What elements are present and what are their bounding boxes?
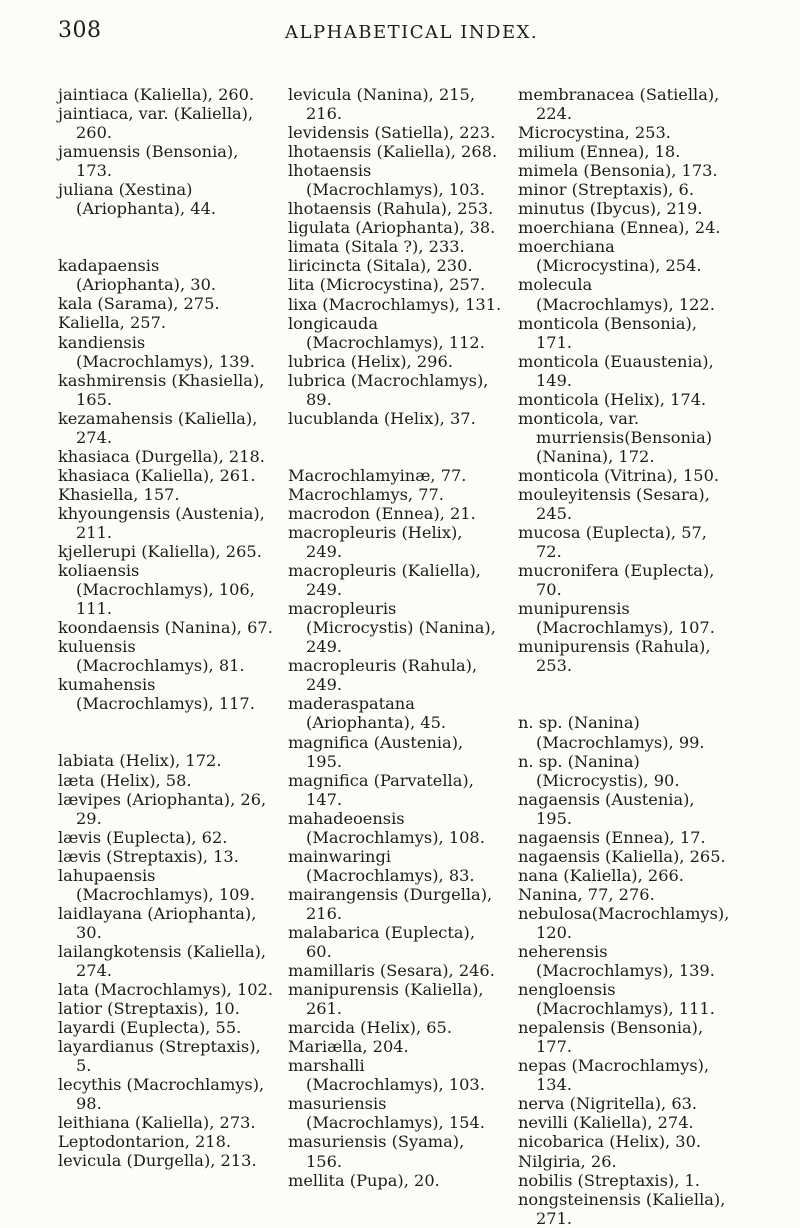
index-entry: koliaensis (Macrochlamys), 106, 111. [58,561,255,619]
index-entry: maderaspatana (Ariophanta), 45. [288,694,447,733]
index-entry: milium (Ennea), 18. [518,142,681,162]
index-entry: koondaensis (Nanina), 67. [58,618,273,638]
index-entry: mucronifera (Euplecta), 70. [518,561,715,600]
index-entry: moerchiana (Microcystina), 254. [518,237,702,276]
index-entry: Macrochlamyinæ, 77. [288,465,467,485]
index-entry: layardianus (Streptaxis), 5. [58,1037,261,1076]
index-entry: Kaliella, 257. [58,313,167,333]
index-entry: Macrochlamys, 77. [288,484,444,504]
index-entry: liricincta (Sitala), 230. [288,256,473,276]
index-entry: macropleuris (Rahula), 249. [288,656,478,695]
index-entry: monticola, var. murriensis(Bensonia)(Nanina), 172. [518,408,713,466]
index-entry: limata (Sitala ?), 233. [288,237,465,257]
index-entry: macrodon (Ennea), 21. [288,503,476,523]
index-entry: Leptodontarion, 218. [58,1132,232,1152]
index-entry: nagaensis (Kaliella), 265. [518,846,726,866]
index-entry: macropleuris (Helix), 249. [288,522,463,562]
index-entry: molecula (Macrochlamys), 122. [518,275,715,314]
index-entry: khasiaca (Durgella), 218. [58,446,265,466]
index-entry: nicobarica (Helix), 30. [518,1132,702,1152]
index-entry: kjellerupi (Kaliella), 265. [58,542,262,562]
page-number: 308 [58,18,102,43]
index-entry: nagaensis (Austenia), 195. [518,789,695,828]
index-entry: laidlayana (Ariophanta), 30. [58,903,257,942]
index-entry: latior (Streptaxis), 10. [58,999,240,1019]
index-entry: læta (Helix), 58. [58,770,192,790]
index-entry: mahadeoensis (Macrochlamys), 108. [288,808,485,847]
index-entry: nevilli (Kaliella), 274. [518,1113,694,1133]
index-entry: jaintiaca (Kaliella), 260. [58,85,255,104]
index-entry: kala (Sarama), 275. [58,294,220,314]
index-entry: n. sp. (Nanina) (Microcystis), 90. [518,751,680,790]
index-entry: lixa (Macrochlamys), 131. [288,294,502,314]
index-entry: Microcystina, 253. [518,123,671,143]
index-entry: malabarica (Euplecta), 60. [288,922,475,962]
index-entry: munipurensis (Macrochlamys), 107. [518,599,715,638]
index-entry: lhotaensis (Macrochlamys), 103. [288,161,485,200]
index-entry: Nilgiria, 26. [518,1151,617,1171]
section-gap [58,218,273,256]
index-entry: macropleuris (Microcystis) (Nanina), 249. [288,599,496,657]
index-entry: membranacea (Satiella), 224. [518,85,720,124]
index-entry: marcida (Helix), 65. [288,1018,452,1038]
index-entry: masuriensis (Macrochlamys), 154. [288,1094,485,1133]
index-entry: mucosa (Euplecta), 57, 72. [518,523,707,562]
index-entry: mairangensis (Durgella), 216. [288,884,493,923]
index-entry: lubrica (Helix), 296. [288,351,453,371]
index-entry: kashmirensis (Khasiella), 165. [58,370,265,409]
index-entry: Mariælla, 204. [288,1037,409,1057]
index-entry: mouleyitensis (Sesara), 245. [518,484,710,524]
index-entry: lævis (Streptaxis), 13. [58,846,239,866]
index-entry: khasiaca (Kaliella), 261. [58,465,256,485]
index-entry: layardi (Euplecta), 55. [58,1018,242,1038]
index-entry: labiata (Helix), 172. [58,751,222,771]
index-entry: nebulosa(Macrochlamys), 120. [518,903,730,942]
index-entry: kuluensis (Macrochlamys), 81. [58,637,245,676]
index-entry: lhotaensis (Rahula), 253. [288,199,494,219]
index-entry: magnifica (Parvatella), 147. [288,770,474,809]
index-entry: levidensis (Satiella), 223. [288,123,496,143]
index-entry: monticola (Vitrina), 150. [518,465,720,485]
index-entry: nerva (Nigritella), 63. [518,1094,698,1114]
index-entry: lucublanda (Helix), 37. [288,408,476,428]
index-entry: lubrica (Macrochlamys), 89. [288,370,489,409]
index-entry: minutus (Ibycus), 219. [518,199,703,219]
index-entry: nobilis (Streptaxis), 1. [518,1170,700,1190]
index-entry: lahupaensis (Macrochlamys), 109. [58,865,255,904]
index-column-3 [518,85,733,1228]
section-gap [58,713,273,751]
index-entry: mamillaris (Sesara), 246. [288,961,495,981]
index-entry: longicauda (Macrochlamys), 112. [288,313,485,352]
index-entry: lævipes (Ariophanta), 26, 29. [58,789,267,828]
index-entry: nepalensis (Bensonia), 177. [518,1018,704,1057]
index-entry: kadapaensis (Ariophanta), 30. [58,256,217,295]
index-entry: nengloensis (Macrochlamys), 111. [518,980,715,1019]
index-entry: juliana (Xestina) (Ariophanta), 44. [58,180,217,219]
index-entry: kezamahensis (Kaliella), 274. [58,408,258,447]
index-entry: macropleuris (Kaliella), 249. [288,561,481,600]
index-entry: masuriensis (Syama), 156. [288,1132,465,1171]
index-entry: munipurensis (Rahula), 253. [518,637,711,676]
index-entry: lata (Macrochlamys), 102. [58,980,273,1000]
index-entry: neherensis (Macrochlamys), 139. [518,942,715,981]
running-head: ALPHABETICAL INDEX. [285,22,539,43]
index-entry: nagaensis (Ennea), 17. [518,827,706,847]
index-entry: manipurensis (Kaliella), 261. [288,980,484,1019]
index-entry: n. sp. (Nanina) (Macrochlamys), 99. [518,713,705,752]
index-column-1 [58,85,273,1170]
index-entry: jamuensis (Bensonia), 173. [58,142,239,181]
index-entry: ligulata (Ariophanta), 38. [288,218,496,238]
index-entry: kandiensis (Macrochlamys), 139. [58,332,255,371]
index-entry: monticola (Euaustenia), 149. [518,351,714,390]
index-entry: lecythis (Macrochlamys), 98. [58,1075,265,1114]
index-entry: levicula (Durgella), 213. [58,1151,257,1171]
index-entry: jaintiaca, var. (Kaliella), 260. [58,104,254,143]
index-entry: moerchiana (Ennea), 24. [518,218,721,238]
index-entry: Khasiella, 157. [58,484,180,504]
index-entry: lita (Microcystina), 257. [288,275,486,295]
index-entry: levicula (Nanina), 215, 216. [288,85,476,124]
index-entry: leithiana (Kaliella), 273. [58,1113,256,1133]
index-entry: khyoungensis (Austenia), 211. [58,503,265,542]
index-entry: mainwaringi (Macrochlamys), 83. [288,846,475,885]
index-entry: nepas (Macrochlamys), 134. [518,1056,710,1095]
section-gap [288,428,503,466]
index-entry: Nanina, 77, 276. [518,884,655,904]
index-entry: lævis (Euplecta), 62. [58,827,228,847]
index-entry: monticola (Bensonia), 171. [518,313,697,352]
index-entry: lailangkotensis (Kaliella), 274. [58,941,267,980]
index-entry: mimela (Bensonia), 173. [518,161,718,181]
index-entry: mellita (Pupa), 20. [288,1170,440,1190]
index-entry: nana (Kaliella), 266. [518,865,684,885]
index-entry: monticola (Helix), 174. [518,389,707,409]
index-entry: marshalli (Macrochlamys), 103. [288,1056,485,1095]
index-entry: nongsteinensis (Kaliella), 271. [518,1189,726,1228]
index-entry: kumahensis (Macrochlamys), 117. [58,675,255,714]
section-gap [518,675,733,713]
index-entry: magnifica (Austenia), 195. [288,732,464,771]
index-entry: minor (Streptaxis), 6. [518,180,694,200]
index-column-2 [288,85,503,1190]
index-entry: lhotaensis (Kaliella), 268. [288,142,498,162]
